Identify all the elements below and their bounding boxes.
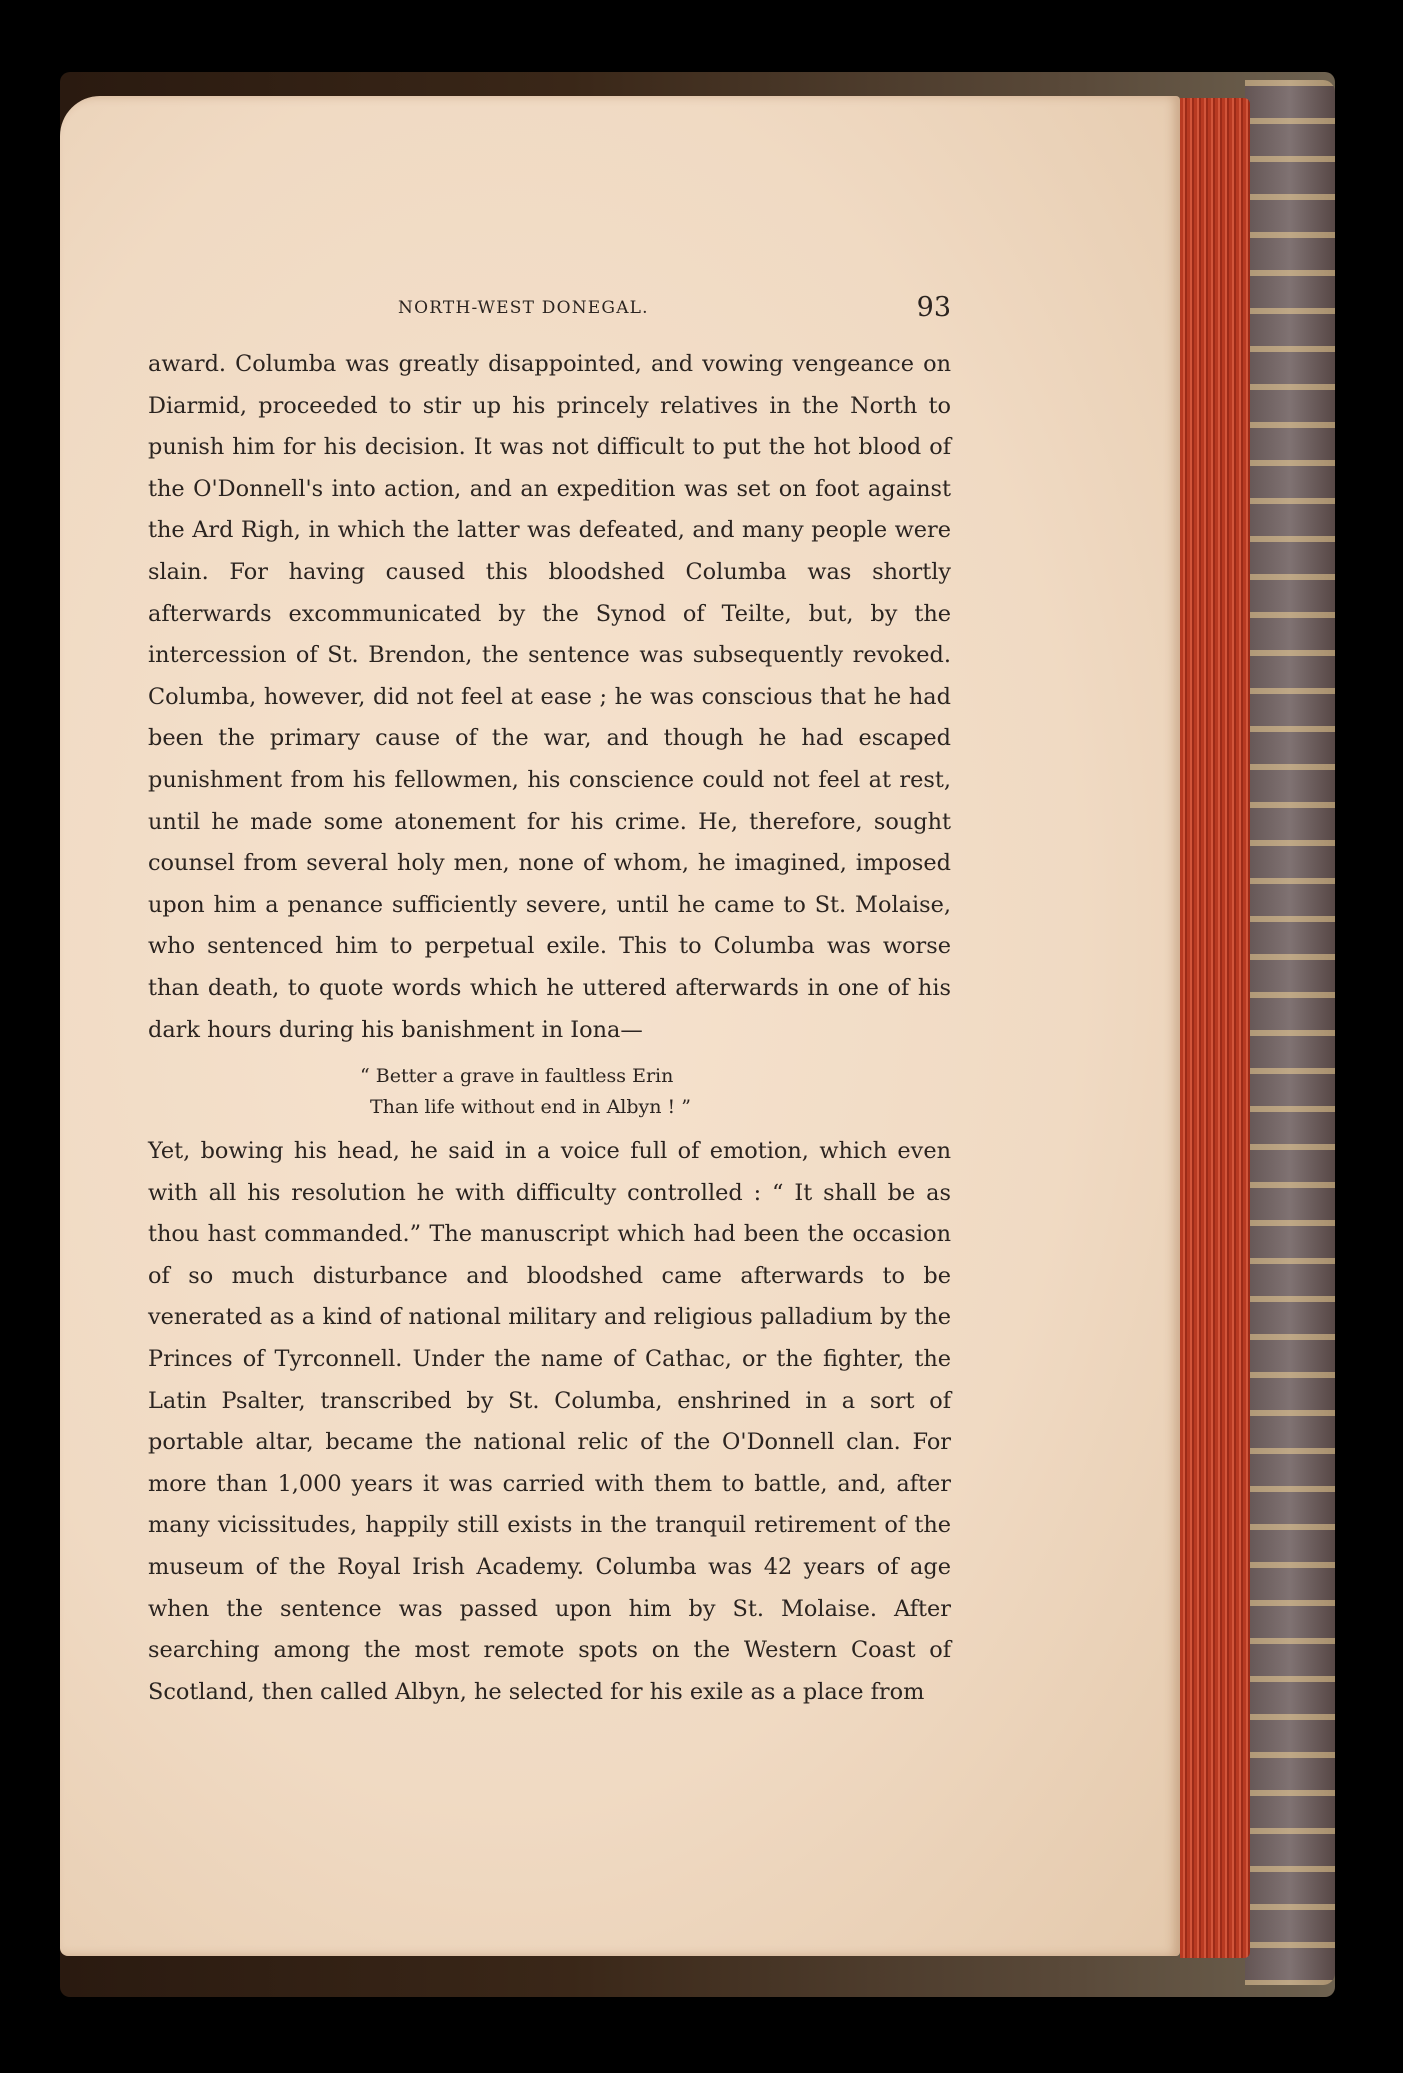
page-number: 93 xyxy=(916,292,951,323)
paragraph-2: Yet, bowing his head, he said in a voice full of emotion, which even with all his resolution he with difficulty controlled : “ It shall be as thou hast commanded.” The manuscript which had been the occasion of so much disturbance and bloodshed came afterwards to be venerated as a kind of national military and religious palladium by the Princes of Tyrconnell. Under the name of Cathac, or the fighter, the Latin Psalter, transcribed by St. Columba, enshrined in a sort of portable altar, became the national relic of the O'Donnell clan. For more than 1,000 years it was carried with them to battle, and, after many vicissitudes, happily still exists in the tranquil retirement of the museum of the Royal Irish Academy. Columba was 42 years of age when the sentence was passed upon him by St. Molaise. After searching among the most remote spots on the Western Coast of Scotland, then called Albyn, he selected for his exile as a place from xyxy=(148,1138,951,1705)
quote-line-2: Than life without end in Albyn ! ” xyxy=(370,1096,691,1119)
page-edges xyxy=(1180,98,1250,1958)
running-head xyxy=(148,292,951,332)
paragraph-1: award. Columba was greatly disappointed, and vowing vengeance on Diarmid, proceeded to stir up his princely relatives in the North to punish him for his decision. It was not difficult to put the hot blood of the O'Donnell's into action, and an expedition was set on foot against the Ard Righ, in which the latter was defeated, and many people were slain. For having caused this bloodshed Columba was shortly afterwards excommunicated by the Synod of Teilte, but, by the intercession of St. Brendon, the sentence was subsequently revoked. Columba, however, did not feel at ease ; he was conscious that he had been the primary cause of the war, and though he had escaped punishment from his fellowmen, his conscience could not feel at rest, until he made some atonement for his crime. He, therefore, sought counsel from several holy men, none of whom, he imagined, imposed upon him a penance sufficiently severe, until he came to St. Molaise, who sentenced him to perpetual exile. This to Columba was worse than death, to quote words which he uttered afterwards in one of his dark hours during his banishment in Iona— xyxy=(148,351,951,1043)
gilt-fore-edge xyxy=(1245,80,1335,1985)
running-title: NORTH-WEST DONEGAL. xyxy=(398,298,649,318)
page-content xyxy=(148,292,951,1713)
verse-quote xyxy=(360,1061,951,1123)
quote-line-1: “ Better a grave in faultless Erin xyxy=(360,1065,674,1088)
